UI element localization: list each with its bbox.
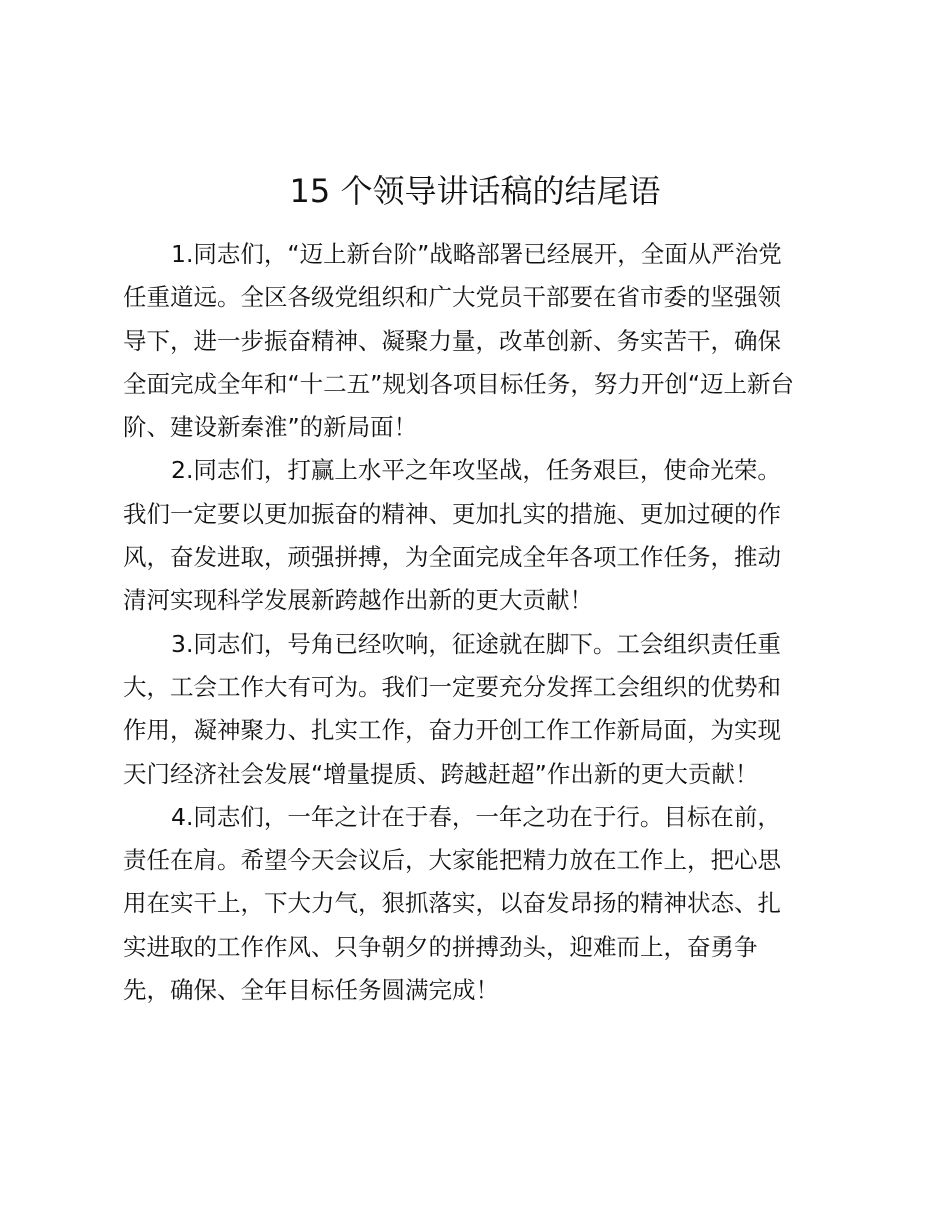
paragraph-1 — [123, 233, 827, 449]
paragraph-line: 3.同志们，号角已经吹响，征途就在脚下。工会组织责任重 — [171, 629, 781, 658]
paragraph-line: 用在实干上，下大力气，狠抓落实，以奋发昂扬的精神状态、扎 — [123, 889, 781, 918]
paragraph-line: 4.同志们，一年之计在于春，一年之功在于行。目标在前， — [171, 802, 781, 831]
paragraph-line: 我们一定要以更加振奋的精神、更加扎实的措施、更加过硬的作 — [123, 499, 781, 528]
document-body — [123, 233, 827, 1012]
paragraph-line: 2.同志们，打赢上水平之年攻坚战，任务艰巨，使命光荣。 — [171, 456, 781, 485]
paragraph-line: 风，奋发进取，顽强拼搏，为全面完成全年各项工作任务，推动 — [123, 543, 781, 572]
document-title: 15 个领导讲话稿的结尾语 — [289, 172, 661, 210]
paragraph-line: 实进取的工作作风、只争朝夕的拼搏劲头，迎难而上，奋勇争 — [123, 932, 758, 961]
paragraph-line: 导下，进一步振奋精神、凝聚力量，改革创新、务实苦干，确保 — [123, 326, 781, 355]
paragraph-line: 1.同志们，“迈上新台阶”战略部署已经展开，全面从严治党 — [171, 240, 782, 268]
paragraph-4 — [123, 796, 827, 1012]
paragraph-line: 大，工会工作大有可为。我们一定要充分发挥工会组织的优势和 — [123, 672, 781, 701]
paragraph-line: 阶、建设新秦淮”的新局面！ — [123, 413, 418, 442]
paragraph-line: 责任在肩。希望今天会议后，大家能把精力放在工作上，把心思 — [123, 846, 781, 875]
paragraph-line: 全面完成全年和“十二五”规划各项目标任务，努力开创“迈上新台 — [123, 369, 795, 398]
paragraph-line: 任重道远。全区各级党组织和广大党员干部要在省市委的坚强领 — [123, 283, 781, 312]
paragraph-line: 作用，凝神聚力、扎实工作，奋力开创工作工作新局面，为实现 — [123, 716, 781, 745]
paragraph-2 — [123, 449, 827, 622]
paragraph-3 — [123, 623, 827, 796]
paragraph-line: 先，确保、全年目标任务圆满完成！ — [123, 976, 499, 1005]
paragraph-line: 天门经济社会发展“增量提质、跨越赶超”作出新的更大贡献！ — [123, 759, 759, 788]
paragraph-line: 清河实现科学发展新跨越作出新的更大贡献！ — [123, 586, 593, 615]
